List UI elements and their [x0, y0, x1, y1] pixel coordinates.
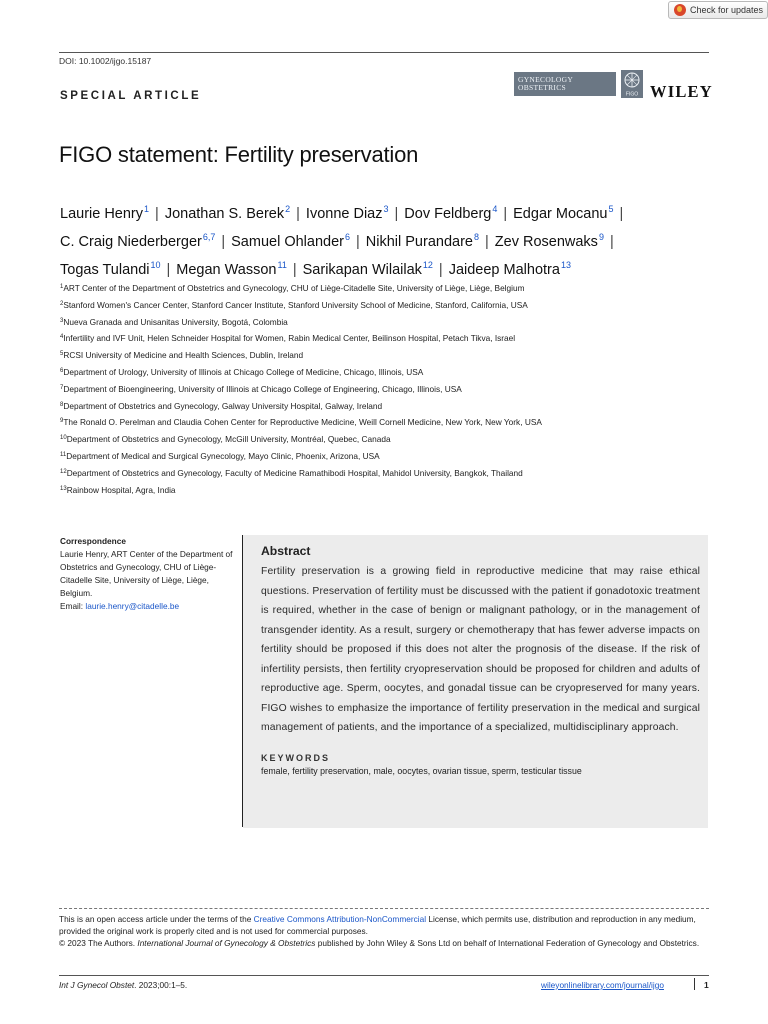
affiliation-text: Department of Obstetrics and Gynecology, McGill University, Montréal, Quebec, Canada: [66, 434, 391, 445]
affiliation-item: [60, 399, 720, 416]
affiliation-text: Department of Obstetrics and Gynecology, Galway University Hospital, Galway, Ireland: [63, 400, 383, 411]
author-separator: |: [292, 262, 297, 278]
affiliation-number: 12: [60, 468, 67, 475]
author-affiliation-ref[interactable]: 2: [285, 204, 291, 214]
affiliation-text: Department of Bioengineering, University of Illinois at Chicago College of Engineering, Chicago, Illinois, USA: [63, 383, 462, 394]
journal-logo-line2: OBSTETRICS: [518, 83, 567, 92]
affiliation-number: 6: [60, 367, 64, 374]
author-name[interactable]: Jonathan S. Berek: [164, 206, 285, 222]
header-rule: [59, 52, 709, 53]
author-name[interactable]: Dov Feldberg: [404, 206, 492, 222]
affiliation-number: 1: [60, 284, 64, 290]
citation-journal: Int J Gynecol Obstet: [59, 980, 135, 990]
author-name[interactable]: Sarikapan Wilailak: [302, 262, 422, 278]
check-for-updates-button[interactable]: [668, 1, 768, 19]
author-affiliation-ref[interactable]: 10: [150, 260, 161, 270]
publisher-logo: WILEY: [650, 82, 713, 101]
affiliation-number: 4: [60, 334, 64, 341]
affiliation-text: Nueva Granada and Unisanitas University, Bogotá, Colombia: [63, 316, 288, 327]
author-name[interactable]: Zev Rosenwaks: [494, 234, 598, 250]
journal-logo-line1: GYNECOLOGY: [518, 75, 574, 84]
correspondence-heading: Correspondence: [60, 536, 126, 546]
affiliation-list: [60, 281, 720, 499]
affiliation-number: 9: [60, 418, 64, 425]
license-text-start: This is an open access article under the terms of the: [59, 914, 254, 924]
author-separator: |: [166, 262, 171, 278]
author-separator: |: [155, 206, 159, 222]
copyright-text: © 2023 The Authors.: [59, 938, 138, 948]
copyright-publisher: published by John Wiley & Sons Ltd on behalf of International Federation of Gynecology and Obstetrics.: [315, 938, 700, 948]
footer-rule: [59, 975, 709, 976]
affiliation-number: 7: [60, 384, 64, 391]
author-affiliation-ref[interactable]: 8: [473, 232, 479, 242]
affiliation-item: [60, 483, 720, 500]
abstract-heading: Abstract: [261, 544, 311, 558]
journal-url-link[interactable]: wileyonlinelibrary.com/journal/ijgo: [541, 980, 664, 990]
page-number: 1: [704, 980, 709, 990]
affiliation-item: [60, 298, 720, 315]
affiliation-number: 13: [60, 485, 67, 492]
author-name[interactable]: Samuel Ohlander: [231, 234, 344, 250]
author-separator: |: [619, 206, 624, 222]
affiliation-text: Stanford Women's Cancer Center, Stanford Cancer Institute, Stanford University School of Medicine, Stanford, California, USA: [63, 299, 528, 310]
correspondence: [60, 535, 235, 613]
figo-logo-icon: [621, 70, 643, 98]
affiliation-item: [60, 466, 720, 483]
author-separator: |: [438, 262, 443, 278]
author-separator: |: [221, 234, 226, 250]
affiliation-number: 3: [60, 317, 64, 324]
affiliation-text: Rainbow Hospital, Agra, India: [66, 484, 176, 495]
author-separator: |: [609, 234, 614, 250]
author-name[interactable]: Togas Tulandi: [60, 262, 150, 278]
author-affiliation-ref[interactable]: 11: [277, 260, 287, 270]
affiliation-text: Department of Urology, University of Illinois at Chicago College of Medicine, Chicago, Illinois, USA: [63, 366, 424, 377]
affiliation-item: [60, 382, 720, 399]
figo-logo-text: FIGO: [625, 91, 639, 98]
check-for-updates-label: Check for updates: [690, 5, 764, 15]
keywords-text: female, fertility preservation, male, oocytes, ovarian tissue, sperm, testicular tissue: [261, 765, 582, 776]
journal-logo: [514, 72, 616, 96]
affiliation-text: The Ronald O. Perelman and Claudia Cohen Center for Reproductive Medicine, Weill Cornell Medicine, New York, New York, USA: [63, 417, 542, 428]
author-line: [60, 254, 720, 282]
author-name[interactable]: Ivonne Diaz: [305, 206, 383, 222]
email-label: Email:: [60, 601, 86, 611]
affiliation-item: [60, 315, 720, 332]
copyright-journal: International Journal of Gynecology & Obstetrics: [137, 938, 316, 948]
author-line: [60, 198, 720, 226]
abstract-text: Fertility preservation is a growing field in reproductive medicine that may raise ethical questions. Preservation of fertility must be discussed with the patient if gonadotoxic treatment is required, whether in the case of benign or malignant pathology, or in the management of transgender identity. As a result, surgery or chemotherapy that has fewer adverse impacts on fertility should be proposed if this does not alter the prognosis of the disease. If the risk of infertility persists, then fertility cryopreservation should be proposed for children and adults of reproductive age. Sperm, oocytes, and gonadal tissue can be cryopreserved for many years. FIGO wishes to emphasize the importance of fertility preservation in the medical and surgical management of patients, and the importance of a specialized, multidisciplinary approach.: [261, 566, 700, 733]
affiliation-number: 5: [60, 351, 64, 358]
author-affiliation-ref[interactable]: 9: [598, 232, 604, 242]
affiliation-item: [60, 365, 720, 382]
crossmark-icon: [674, 4, 686, 16]
license-divider: [59, 908, 709, 909]
affiliation-item: [60, 415, 720, 432]
license-notice: [59, 913, 709, 949]
author-name[interactable]: Edgar Mocanu: [513, 206, 608, 222]
affiliation-text: RCSI University of Medicine and Health Sciences, Dublin, Ireland: [63, 350, 304, 361]
correspondence-email-link[interactable]: laurie.henry@citadelle.be: [85, 601, 180, 611]
affiliation-number: 8: [60, 401, 64, 408]
author-affiliation-ref[interactable]: 4: [492, 204, 498, 214]
affiliation-item: [60, 281, 720, 298]
affiliation-item: [60, 331, 720, 348]
affiliation-text: ART Center of the Department of Obstetrics and Gynecology, CHU of Liège-Citadelle Site, University of Liège, Liège, Belgium: [63, 283, 525, 293]
license-text-end: License, which permits use, distribution and reproduction in any medium, provided the original work is properly cited and is not used for commercial purposes.: [59, 914, 696, 936]
author-affiliation-ref[interactable]: 3: [383, 204, 389, 214]
author-name[interactable]: C. Craig Niederberger: [60, 234, 202, 250]
author-affiliation-ref[interactable]: 6: [344, 232, 350, 242]
affiliation-item: [60, 449, 720, 466]
correspondence-address: Laurie Henry, ART Center of the Department of Obstetrics and Gynecology, CHU of Liège-Citadelle Site, University of Liège, Liège, Belgium.: [60, 549, 233, 598]
affiliation-text: Department of Medical and Surgical Gynecology, Mayo Clinic, Phoenix, Arizona, USA: [66, 450, 380, 461]
author-line: [60, 226, 720, 254]
author-affiliation-ref[interactable]: 6,7: [202, 232, 216, 242]
affiliation-item: [60, 348, 720, 365]
keywords-heading: KEYWORDS: [261, 752, 331, 763]
footer-separator: [694, 978, 695, 990]
author-name[interactable]: Jaideep Malhotra: [448, 262, 560, 278]
author-separator: |: [296, 206, 300, 222]
affiliation-text: Department of Obstetrics and Gynecology, Faculty of Medicine Ramathibodi Hospital, Mahidol University, Bangkok, Thailand: [66, 467, 523, 478]
author-name[interactable]: Megan Wasson: [176, 262, 277, 278]
author-affiliation-ref[interactable]: 12: [422, 260, 433, 270]
author-separator: |: [394, 206, 399, 222]
article-title: FIGO statement: Fertility preservation: [59, 142, 419, 167]
author-name[interactable]: Nikhil Purandare: [365, 234, 473, 250]
author-name[interactable]: Laurie Henry: [60, 206, 144, 222]
affiliation-number: 2: [60, 300, 64, 307]
affiliation-number: 11: [60, 451, 67, 458]
author-affiliation-ref[interactable]: 5: [608, 204, 614, 214]
affiliation-item: [60, 432, 720, 449]
doi: DOI: 10.1002/ijgo.15187: [59, 56, 152, 66]
author-affiliation-ref[interactable]: 1: [144, 204, 150, 214]
author-separator: |: [356, 234, 360, 250]
article-type: SPECIAL ARTICLE: [60, 90, 202, 102]
cc-license-link[interactable]: Creative Commons Attribution-NonCommercial: [253, 914, 427, 924]
author-list: [60, 198, 720, 282]
author-separator: |: [485, 234, 489, 250]
citation: [59, 980, 187, 990]
affiliation-number: 10: [60, 435, 67, 442]
author-separator: |: [503, 206, 508, 222]
author-affiliation-ref[interactable]: 13: [560, 260, 571, 270]
abstract-box: [243, 535, 708, 828]
affiliation-text: Infertility and IVF Unit, Helen Schneider Hospital for Women, Rabin Medical Center, Beilinson Hospital, Petach Tikva, Israel: [63, 333, 516, 344]
citation-details: . 2023;00:1–5.: [134, 980, 188, 990]
